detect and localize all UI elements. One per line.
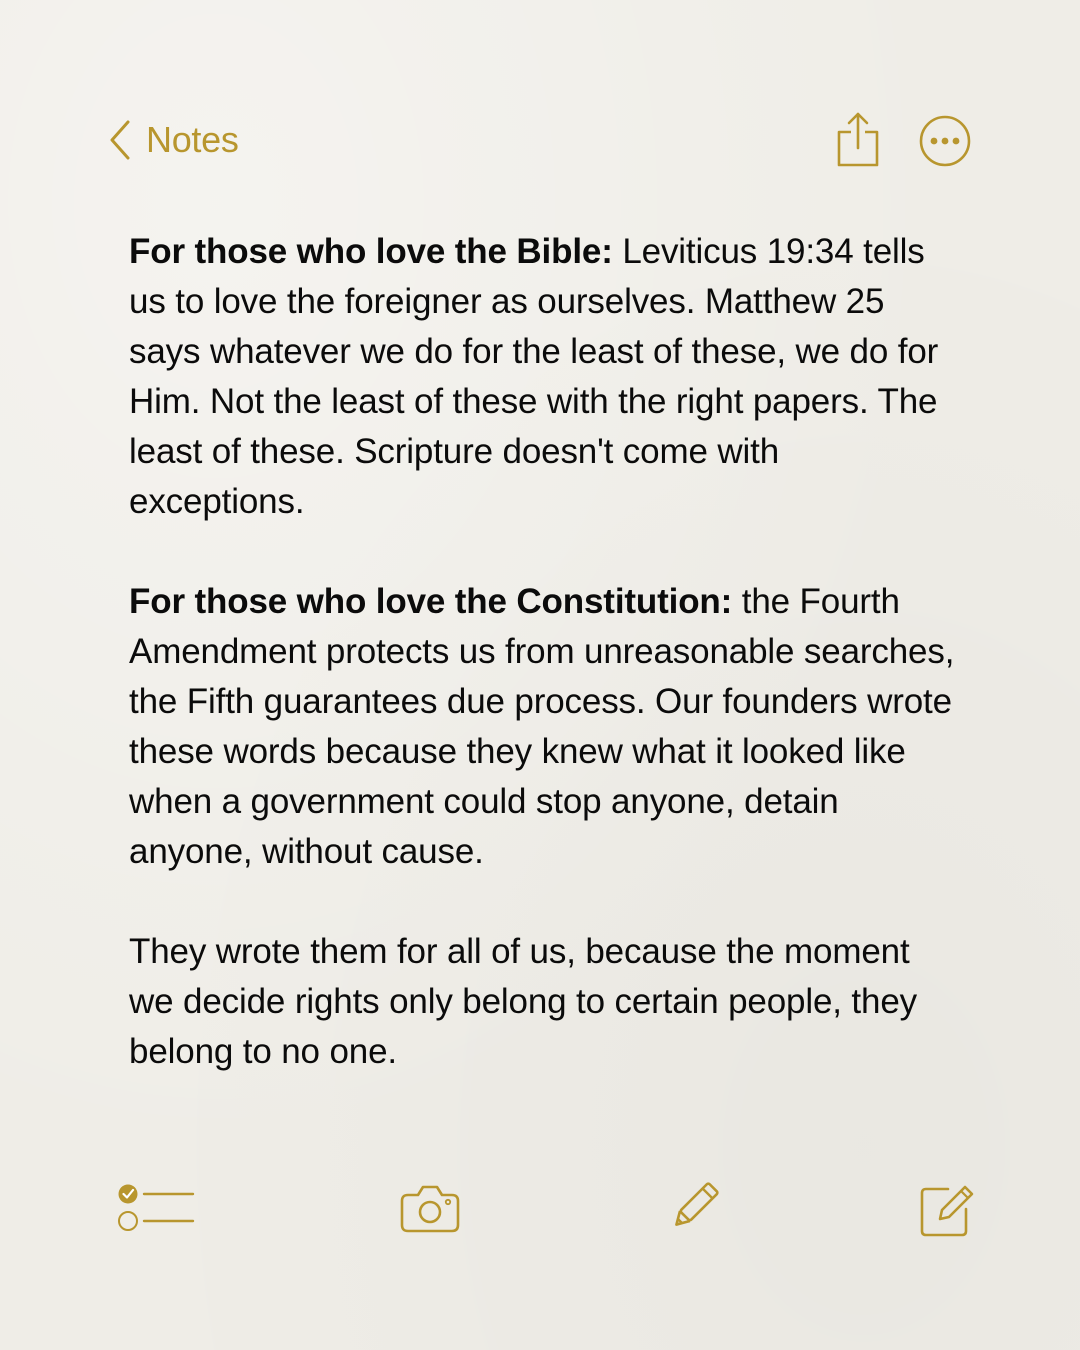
chevron-left-icon bbox=[106, 118, 134, 162]
camera-icon[interactable] bbox=[398, 1181, 462, 1235]
note-paragraph-conclusion bbox=[129, 927, 959, 1077]
bible-heading: For those who love the Bible: bbox=[129, 232, 613, 271]
constitution-text: the Fourth Amendment protects us from unreasonable searches, the Fifth guarantees due process. Our founders wrote these words because they knew what it looked like when a government could stop anyone, detain anyone, without cause. bbox=[129, 582, 955, 871]
bottom-toolbar bbox=[0, 1175, 1080, 1245]
top-toolbar bbox=[0, 108, 1080, 172]
back-button-label: Notes bbox=[146, 119, 239, 160]
note-paragraph-constitution bbox=[129, 577, 959, 877]
note-paragraph-bible bbox=[129, 227, 959, 527]
share-icon[interactable] bbox=[834, 110, 882, 170]
ellipsis-circle-icon[interactable] bbox=[918, 114, 972, 168]
constitution-heading: For those who love the Constitution: bbox=[129, 582, 733, 621]
note-body[interactable] bbox=[129, 227, 959, 1077]
compose-icon[interactable] bbox=[918, 1181, 974, 1237]
conclusion-text: They wrote them for all of us, because the moment we decide rights only belong to certain people, they belong to no one. bbox=[129, 932, 917, 1071]
bible-text: Leviticus 19:34 tells us to love the foreigner as ourselves. Matthew 25 says whatever we do for the least of these, we do for Him. Not the least of these with the right papers. The least of these. Scripture doesn't come with exceptions. bbox=[129, 232, 939, 521]
pen-markup-icon[interactable] bbox=[664, 1181, 720, 1237]
checklist-icon[interactable] bbox=[116, 1181, 196, 1233]
back-button[interactable] bbox=[106, 118, 239, 162]
